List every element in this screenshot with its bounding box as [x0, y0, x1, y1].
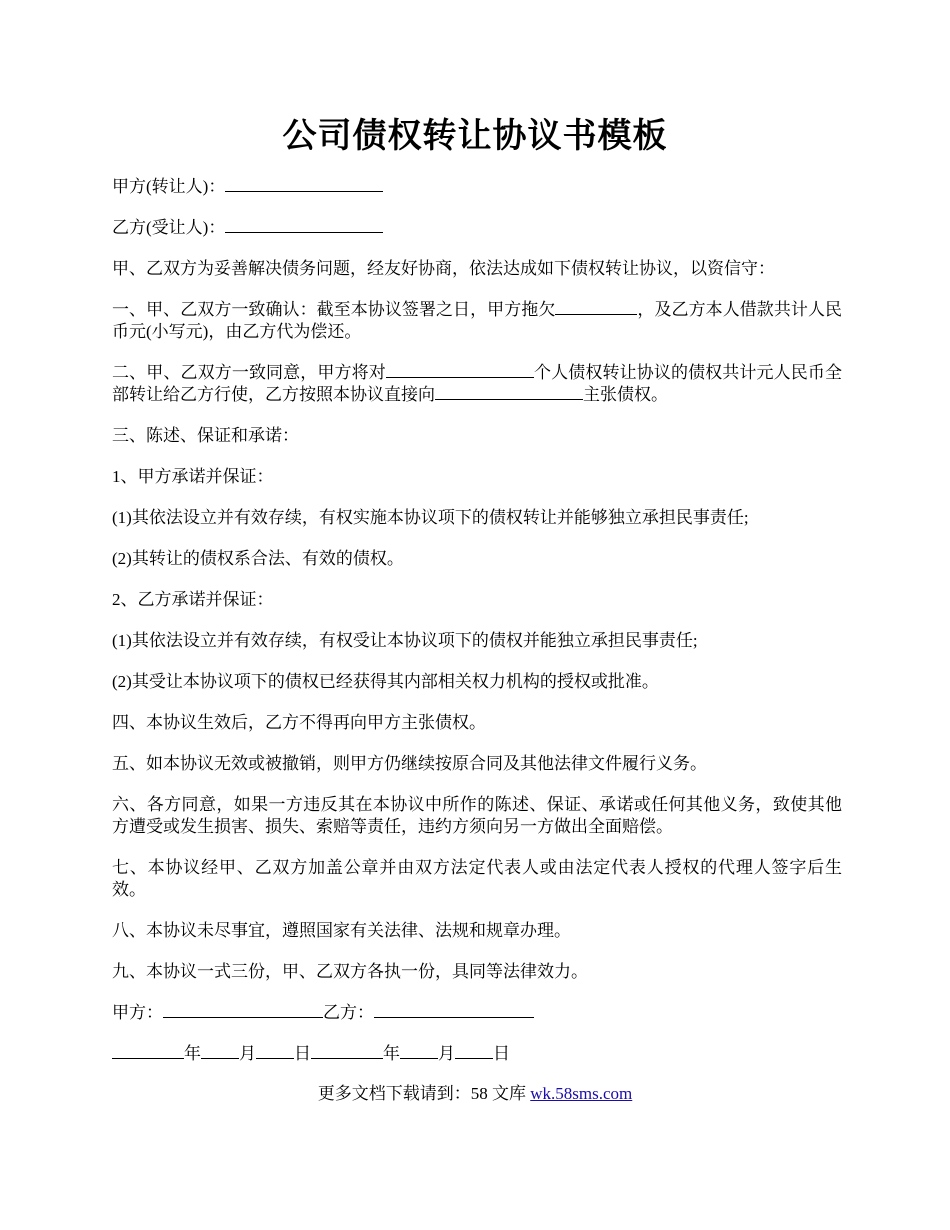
clause-3-1-2: (2)其转让的债权系合法、有效的债权。 — [112, 549, 404, 568]
date-line — [112, 1043, 842, 1065]
signature-line — [112, 1002, 842, 1024]
clause-2-blank-1 — [386, 362, 534, 378]
clause-2-text-b: 个人债权转让协议的债权共计元人民币全部转让给乙方行使，乙方按照本协议直接向 — [112, 363, 843, 404]
date-b-month-label: 月 — [438, 1044, 455, 1063]
clause-1-text-b: ，及乙方本人借款共计人民币元(小写元)，由乙方代为偿还。 — [112, 300, 843, 341]
clause-2-blank-2 — [435, 384, 583, 400]
clause-4: 四、本协议生效后，乙方不得再向甲方主张债权。 — [112, 713, 486, 732]
clause-3-2-2: (2)其受让本协议项下的债权已经获得其内部相关权力机构的授权或批准。 — [112, 672, 659, 691]
clause-7: 七、本协议经甲、乙双方加盖公章并由双方法定代表人或由法定代表人授权的代理人签字后生效。 — [112, 858, 842, 899]
clause-6: 六、各方同意，如果一方违反其在本协议中所作的陈述、保证、承诺或任何其他义务，致使其他方遭受或发生损害、损失、索赔等责任，违约方须向另一方做出全面赔偿。 — [112, 795, 842, 836]
footer — [0, 1083, 950, 1105]
date-a-year-blank — [112, 1043, 184, 1059]
date-b-day-blank — [455, 1043, 493, 1059]
clause-2-text-a: 二、甲、乙双方一致同意，甲方将对 — [112, 363, 386, 382]
clause-3: 三、陈述、保证和承诺： — [112, 426, 299, 445]
clause-3-1-1: (1)其依法设立并有效存续，有权实施本协议项下的债权转让并能够独立承担民事责任; — [112, 508, 749, 527]
date-b-year-blank — [311, 1043, 383, 1059]
clause-1 — [112, 299, 842, 343]
clause-3-2-1: (1)其依法设立并有效存续，有权受让本协议项下的债权并能独立承担民事责任; — [112, 631, 698, 650]
clause-3-1: 1、甲方承诺并保证： — [112, 467, 274, 486]
intro-paragraph: 甲、乙双方为妥善解决债务问题，经友好协商，依法达成如下债权转让协议，以资信守： — [112, 259, 775, 278]
date-a-month-blank — [201, 1043, 239, 1059]
clause-9: 九、本协议一式三份，甲、乙双方各执一份，具同等法律效力。 — [112, 962, 588, 981]
party-b-label: 乙方(受让人)： — [112, 218, 226, 237]
date-b-year-label: 年 — [383, 1044, 400, 1063]
date-a-day-label: 日 — [294, 1044, 311, 1063]
clause-1-text-a: 一、甲、乙双方一致确认：截至本协议签署之日，甲方拖欠 — [112, 300, 556, 319]
sign-a-label: 甲方： — [112, 1003, 163, 1022]
clause-2-text-c: 主张债权。 — [583, 385, 668, 404]
footer-prefix: 更多文档下载请到：58 文库 — [317, 1084, 531, 1103]
page-title: 公司债权转让协议书模板 — [282, 116, 668, 156]
document-body — [112, 176, 842, 1084]
clause-1-blank — [555, 299, 637, 315]
party-b-line — [112, 217, 842, 239]
sign-a-blank — [163, 1002, 323, 1018]
date-a-year-label: 年 — [184, 1044, 201, 1063]
clause-2 — [112, 362, 842, 406]
date-a-day-blank — [256, 1043, 294, 1059]
sign-b-label: 乙方： — [323, 1003, 374, 1022]
clause-3-2: 2、乙方承诺并保证： — [112, 590, 274, 609]
party-b-blank — [225, 217, 383, 233]
party-a-label: 甲方(转让人)： — [112, 177, 226, 196]
date-b-month-blank — [400, 1043, 438, 1059]
clause-5: 五、如本协议无效或被撤销，则甲方仍继续按原合同及其他法律文件履行义务。 — [112, 754, 707, 773]
clause-8: 八、本协议未尽事宜，遵照国家有关法律、法规和规章办理。 — [112, 921, 571, 940]
party-a-line — [112, 176, 842, 198]
date-b-day-label: 日 — [493, 1044, 510, 1063]
footer-link[interactable]: wk.58sms.com — [530, 1084, 633, 1103]
date-a-month-label: 月 — [239, 1044, 256, 1063]
sign-b-blank — [374, 1002, 534, 1018]
party-a-blank — [225, 176, 383, 192]
